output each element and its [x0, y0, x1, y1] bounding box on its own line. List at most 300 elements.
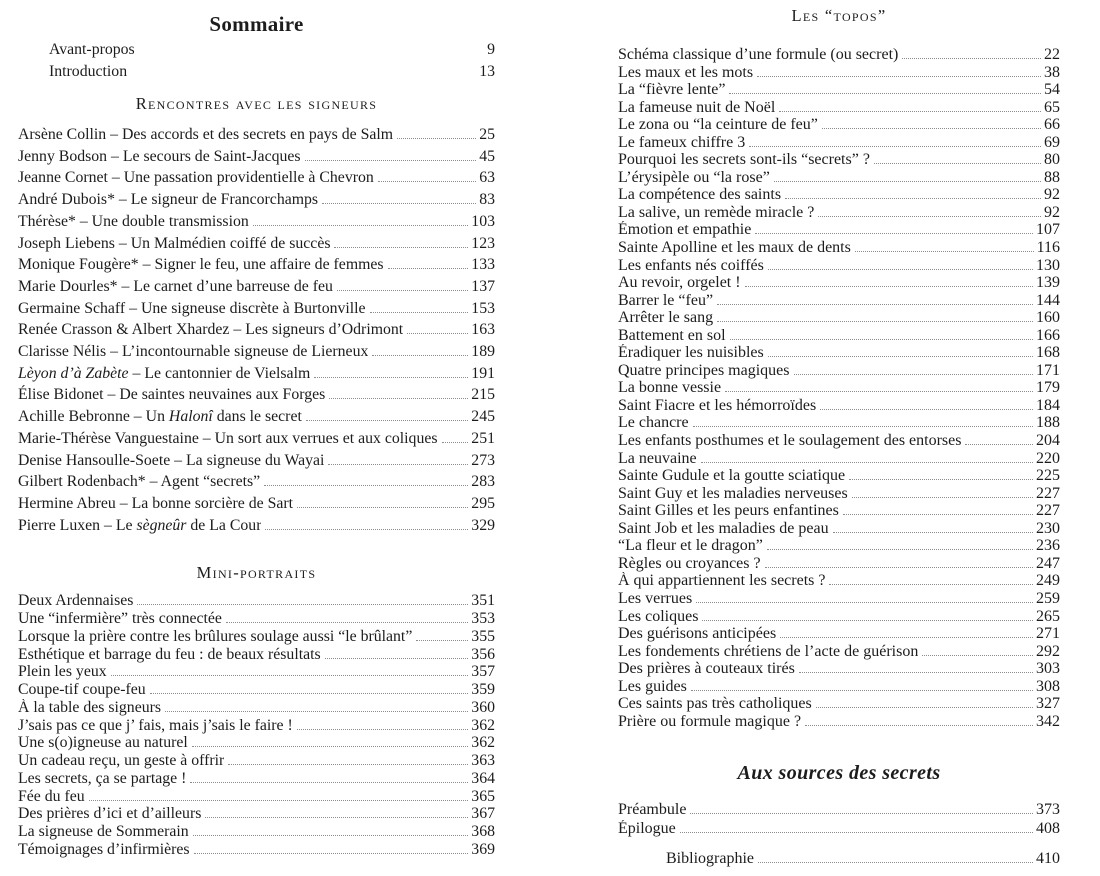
dot-leader	[729, 93, 1041, 94]
dot-leader	[785, 198, 1041, 199]
toc-entry	[18, 592, 495, 610]
toc-entry-label: Saint Fiacre et les hémorroïdes	[618, 396, 817, 414]
dot-leader	[194, 853, 469, 854]
front-matter-list	[18, 39, 495, 83]
toc-entry	[618, 46, 1060, 64]
page-number: 408	[1036, 819, 1060, 837]
dot-leader	[965, 444, 1033, 445]
toc-entry-label: La compétence des saints	[618, 186, 782, 204]
toc-entry-label: Jenny Bodson – Le secours de Saint-Jacques	[18, 147, 301, 165]
page-number: 103	[471, 212, 495, 230]
toc-entry	[618, 572, 1060, 590]
page-number: 292	[1036, 642, 1060, 660]
dot-leader	[829, 584, 1033, 585]
toc-entry	[18, 211, 495, 233]
page-number: 166	[1036, 326, 1060, 344]
toc-entry	[18, 189, 495, 211]
dot-leader	[799, 672, 1033, 673]
page-number: 92	[1044, 203, 1060, 221]
page-number: 373	[1036, 801, 1060, 819]
page-number: 65	[1044, 98, 1060, 116]
dot-leader	[794, 374, 1034, 375]
toc-entry	[618, 327, 1060, 345]
dot-leader	[757, 76, 1041, 77]
toc-entry-label: La “fièvre lente”	[618, 81, 726, 99]
page-number: 359	[471, 681, 495, 699]
toc-entry	[618, 99, 1060, 117]
toc-entry	[618, 239, 1060, 257]
toc-entry-label: Marie Dourles* – Le carnet d’une barreuse de feu	[18, 277, 333, 295]
toc-entry-label: Saint Gilles et les peurs enfantines	[618, 502, 839, 520]
toc-entry	[18, 734, 495, 752]
toc-entry-label: Germaine Schaff – Une signeuse discrète à Burtonville	[18, 299, 366, 317]
dot-leader	[265, 529, 468, 530]
toc-entry	[618, 309, 1060, 327]
toc-entry	[18, 515, 495, 537]
page-number: 38	[1044, 63, 1060, 81]
toc-entry	[618, 695, 1060, 713]
toc-entry-label: Saint Job et les maladies de peau	[618, 519, 829, 537]
page-number: 303	[1036, 660, 1060, 678]
toc-entry-label: Marie-Thérèse Vanguestaine – Un sort aux verrues et aux coliques	[18, 429, 438, 447]
toc-entry-label: Éradiquer les nuisibles	[618, 344, 764, 362]
dot-leader	[818, 216, 1041, 217]
page-number: 308	[1036, 677, 1060, 695]
toc-entry	[618, 801, 1060, 819]
toc-entry-label: Au revoir, orgelet !	[618, 274, 741, 292]
dot-leader	[855, 251, 1034, 252]
page-number: 365	[471, 787, 495, 805]
toc-entry	[18, 681, 495, 699]
dot-leader	[334, 247, 468, 248]
toc-entry	[618, 134, 1060, 152]
page-number: 163	[471, 321, 495, 339]
toc-entry-label: Le chancre	[618, 414, 689, 432]
page-number: 295	[471, 494, 495, 512]
dot-leader	[749, 146, 1041, 147]
dot-leader	[696, 602, 1033, 603]
page-number: 356	[471, 645, 495, 663]
toc-entry	[618, 520, 1060, 538]
toc-entry	[618, 713, 1060, 731]
page-number: 362	[471, 716, 495, 734]
page-number: 168	[1036, 344, 1060, 362]
right-sections	[618, 7, 1060, 868]
page-number: 353	[471, 610, 495, 628]
section-topos	[618, 7, 1060, 730]
section-entries-signeurs	[18, 124, 495, 536]
page-number: 171	[1036, 361, 1060, 379]
toc-entry	[618, 151, 1060, 169]
toc-entry-label: Introduction	[49, 63, 128, 80]
dot-leader	[767, 549, 1033, 550]
toc-entry-label: La salive, un remède miracle ?	[618, 203, 815, 221]
dot-leader	[902, 58, 1041, 59]
dot-leader	[205, 817, 468, 818]
page-number: 369	[471, 840, 495, 858]
page-number: 139	[1036, 274, 1060, 292]
dot-leader	[89, 800, 469, 801]
page-number: 342	[1036, 712, 1060, 730]
toc-entry	[18, 805, 495, 823]
toc-entry-label: Gilbert Rodenbach* – Agent “secrets”	[18, 473, 261, 491]
dot-leader	[805, 725, 1033, 726]
dot-leader	[264, 485, 468, 486]
dot-leader	[690, 813, 1033, 814]
toc-entry-label: Les enfants nés coiffés	[618, 256, 764, 274]
toc-entry-label: Des prières à couteaux tirés	[618, 660, 795, 678]
dot-leader	[111, 675, 469, 676]
toc-entry-label: Les enfants posthumes et le soulagement des entorses	[618, 432, 962, 450]
toc-entry	[618, 537, 1060, 555]
page-number: 273	[471, 451, 495, 469]
toc-entry	[18, 663, 495, 681]
toc-entry	[618, 362, 1060, 380]
page-number: 249	[1036, 572, 1060, 590]
page-number: 227	[1036, 502, 1060, 520]
section-sources	[618, 761, 1060, 868]
section-heading-topos: Les “topos”	[791, 6, 887, 25]
toc-entry-label: Élise Bidonet – De saintes neuvaines aux Forges	[18, 386, 326, 404]
toc-entry	[18, 823, 495, 841]
page-number: 144	[1036, 291, 1060, 309]
toc-entry	[618, 169, 1060, 187]
toc-entry-label: Battement en sol	[618, 326, 726, 344]
toc-entry	[18, 699, 495, 717]
toc-entry-label: Épilogue	[618, 819, 676, 837]
page-number: 92	[1044, 186, 1060, 204]
toc-entry	[18, 770, 495, 788]
page-number: 123	[471, 234, 495, 252]
toc-entry-label: Fée du feu	[18, 787, 85, 805]
toc-entry	[618, 204, 1060, 222]
toc-entry	[618, 502, 1060, 520]
page-number: 364	[471, 769, 495, 787]
dot-leader	[329, 398, 468, 399]
toc-entry	[18, 146, 495, 168]
toc-entry-label: Les secrets, ça se partage !	[18, 769, 187, 787]
toc-entry-label: Pierre Luxen – Le sègneûr de La Cour	[18, 516, 262, 534]
toc-entry-label: Hermine Abreu – La bonne sorcière de Sart	[18, 494, 294, 512]
toc-entry-label: Arrêter le sang	[618, 309, 714, 327]
dot-leader	[328, 464, 468, 465]
dot-leader	[193, 835, 469, 836]
page-number: 188	[1036, 414, 1060, 432]
toc-entry	[618, 379, 1060, 397]
toc-entry	[18, 646, 495, 664]
toc-entry-label: Règles ou croyances ?	[618, 554, 761, 572]
toc-entry	[618, 81, 1060, 99]
dot-leader	[137, 604, 468, 605]
page-number: 251	[471, 429, 495, 447]
page-number: 368	[471, 823, 495, 841]
toc-entry	[618, 397, 1060, 415]
dot-leader	[765, 567, 1033, 568]
dot-leader	[843, 514, 1033, 515]
dot-leader	[693, 426, 1033, 427]
dot-leader	[372, 355, 468, 356]
toc-entry	[18, 363, 495, 385]
dot-leader	[337, 290, 468, 291]
toc-entry	[618, 850, 1060, 868]
dot-leader	[370, 312, 469, 313]
dot-leader	[297, 729, 469, 730]
toc-entry-label: Sainte Gudule et la goutte sciatique	[618, 467, 846, 485]
toc-entry	[618, 555, 1060, 573]
toc-entry-label: Esthétique et barrage du feu : de beaux résultats	[18, 645, 321, 663]
toc-entry-label: Ces saints pas très catholiques	[618, 695, 812, 713]
page-number: 130	[1036, 256, 1060, 274]
toc-entry	[49, 39, 495, 61]
toc-entry-label: Joseph Liebens – Un Malmédien coiffé de succès	[18, 234, 331, 252]
page-number: 13	[479, 63, 495, 80]
page-number: 116	[1036, 239, 1060, 257]
section-heading-mini: Mini-portraits	[196, 563, 317, 583]
toc-entry-label: André Dubois* – Le signeur de Francorchamps	[18, 191, 319, 209]
page-number: 247	[1036, 554, 1060, 572]
toc-entry-label: À la table des signeurs	[18, 698, 162, 716]
toc-entry-label: Thérèse* – Une double transmission	[18, 212, 249, 230]
toc-entry-label: “La fleur et le dragon”	[618, 537, 763, 555]
page-number: 225	[1036, 467, 1060, 485]
toc-entry	[618, 450, 1060, 468]
left-sections	[18, 95, 495, 859]
toc-entry-label: Les fondements chrétiens de l’acte de guérison	[618, 642, 919, 660]
toc-entry-label: La neuvaine	[618, 449, 697, 467]
dot-leader	[768, 356, 1033, 357]
toc-entry-label: Des prières d’ici et d’ailleurs	[18, 805, 202, 823]
toc-entry-label: Barrer le “feu”	[618, 291, 714, 309]
toc-entry	[618, 64, 1060, 82]
toc-entry-label: Monique Fougère* – Signer le feu, une affaire de femmes	[18, 256, 384, 274]
page-number: 227	[1036, 484, 1060, 502]
page-number: 410	[1036, 849, 1060, 867]
toc-entry-label: Plein les yeux	[18, 663, 107, 681]
toc-entry	[618, 678, 1060, 696]
toc-entry-label: Clarisse Nélis – L’incontournable signeuse de Lierneux	[18, 343, 369, 361]
section-entries-topos	[618, 46, 1060, 730]
toc-entry-label: Coupe-tif coupe-feu	[18, 681, 146, 699]
toc-entry	[18, 428, 495, 450]
toc-entry-label: Jeanne Cornet – Une passation providentielle à Chevron	[18, 169, 374, 187]
dot-leader	[780, 637, 1033, 638]
dot-leader	[755, 233, 1033, 234]
page-number: 230	[1036, 519, 1060, 537]
page-number: 66	[1044, 116, 1060, 134]
dot-leader	[852, 497, 1033, 498]
toc-entry-label: Lèyon d’à Zabète – Le cantonnier de Vielsalm	[18, 364, 311, 382]
toc-entry-label: Prière ou formule magique ?	[618, 712, 802, 730]
toc-entry	[618, 116, 1060, 134]
section-entries-mini	[18, 592, 495, 858]
right-column	[618, 0, 1060, 868]
dot-leader	[297, 507, 468, 508]
toc-entry	[618, 344, 1060, 362]
page-number: 54	[1044, 81, 1060, 99]
page-number: 362	[471, 734, 495, 752]
toc-entry	[18, 319, 495, 341]
page-number: 357	[471, 663, 495, 681]
dot-leader	[717, 321, 1033, 322]
dot-leader	[306, 420, 468, 421]
page-number: 355	[471, 627, 495, 645]
toc-entry-label: Émotion et empathie	[618, 221, 752, 239]
dot-leader	[758, 862, 1033, 863]
dot-leader	[416, 640, 468, 641]
toc-entry-label: Avant-propos	[49, 41, 135, 58]
dot-leader	[730, 339, 1033, 340]
toc-entry	[618, 820, 1060, 838]
left-column	[18, 0, 495, 859]
toc-entry-label: Une s(o)igneuse au naturel	[18, 734, 188, 752]
page-number: 107	[1036, 221, 1060, 239]
toc-entry	[618, 221, 1060, 239]
dot-leader	[442, 442, 469, 443]
page-number: 189	[471, 343, 495, 361]
toc-entry-label: Quatre principes magiques	[618, 361, 790, 379]
dot-leader	[165, 711, 468, 712]
toc-entry	[18, 276, 495, 298]
page-number: 22	[1044, 46, 1060, 63]
toc-entry	[18, 788, 495, 806]
toc-entry-label: Les coliques	[618, 607, 699, 625]
page-number: 153	[471, 299, 495, 317]
page-number: 69	[1044, 133, 1060, 151]
toc-entry-label: Bibliographie	[666, 849, 754, 867]
page-number: 351	[471, 592, 495, 610]
toc-entry-label: Les verrues	[618, 589, 693, 607]
dot-leader	[388, 268, 469, 269]
toc-entry	[18, 384, 495, 406]
toc-entry	[618, 432, 1060, 450]
toc-entry-label: Arsène Collin – Des accords et des secrets en pays de Salm	[18, 126, 394, 143]
dot-leader	[407, 333, 468, 334]
toc-entry	[18, 341, 495, 363]
dot-leader	[768, 269, 1033, 270]
toc-entry	[618, 274, 1060, 292]
section-signeurs	[18, 95, 495, 536]
dot-leader	[922, 655, 1033, 656]
toc-entry-label: Le zona ou “la ceinture de feu”	[618, 116, 818, 134]
toc-entry-label: Denise Hansoulle-Soete – La signeuse du Wayai	[18, 451, 325, 469]
toc-entry-label: Le fameux chiffre 3	[618, 133, 746, 151]
toc-entry	[618, 485, 1060, 503]
toc-entry	[618, 186, 1060, 204]
page-number: 9	[487, 41, 495, 58]
toc-entry-label: L’érysipèle ou “la rose”	[618, 168, 770, 186]
toc-entry	[18, 254, 495, 276]
section-mini	[18, 564, 495, 858]
dot-leader	[190, 782, 468, 783]
toc-entry-label: Deux Ardennaises	[18, 592, 134, 610]
dot-leader	[325, 658, 469, 659]
page-number: 191	[471, 364, 495, 382]
toc-entry	[618, 467, 1060, 485]
dot-leader	[314, 377, 468, 378]
dot-leader	[745, 286, 1033, 287]
toc-entry-label: Les guides	[618, 677, 687, 695]
page-number: 204	[1036, 432, 1060, 450]
toc-entry	[18, 717, 495, 735]
page-number: 360	[471, 698, 495, 716]
dot-leader	[820, 409, 1033, 410]
toc-entry	[618, 643, 1060, 661]
dot-leader	[725, 391, 1033, 392]
dot-leader	[680, 832, 1033, 833]
toc-entry	[18, 406, 495, 428]
dot-leader	[816, 707, 1033, 708]
toc-entry	[618, 608, 1060, 626]
dot-leader	[849, 479, 1033, 480]
toc-entry-label: La signeuse de Sommerain	[18, 823, 189, 841]
toc-entry	[18, 450, 495, 472]
page-number: 137	[471, 277, 495, 295]
toc-entry	[18, 471, 495, 493]
toc-entry-label: Témoignages d’infirmières	[18, 840, 190, 858]
toc-entry	[618, 625, 1060, 643]
page-number: 133	[471, 256, 495, 274]
page-number: 83	[479, 191, 495, 209]
toc-entry	[49, 61, 495, 83]
toc-entry-label: À qui appartiennent les secrets ?	[618, 572, 826, 590]
toc-entry-label: Renée Crasson & Albert Xhardez – Les signeurs d’Odrimont	[18, 321, 404, 339]
dot-leader	[253, 225, 469, 226]
section-entries-sources	[618, 801, 1060, 868]
toc-entry	[18, 298, 495, 320]
toc-entry-label: Une “infermière” très connectée	[18, 610, 222, 628]
page-number: 25	[479, 126, 495, 143]
toc-entry	[618, 292, 1060, 310]
dot-leader	[701, 462, 1033, 463]
page-number: 283	[471, 473, 495, 491]
toc-entry-label: Les maux et les mots	[618, 63, 754, 81]
page-number: 184	[1036, 396, 1060, 414]
toc-entry-label: La bonne vessie	[618, 379, 722, 397]
dot-leader	[150, 693, 469, 694]
dot-leader	[702, 620, 1033, 621]
page-number: 63	[479, 169, 495, 187]
page-title: Sommaire	[209, 12, 304, 36]
toc-entry	[18, 752, 495, 770]
dot-leader	[774, 181, 1041, 182]
toc-entry-label: Sainte Apolline et les maux de dents	[618, 239, 851, 257]
toc-entry-label: J’sais pas ce que j’ fais, mais j’sais le faire !	[18, 716, 293, 734]
section-heading-signeurs: Rencontres avec les signeurs	[135, 94, 378, 113]
page-number: 220	[1036, 449, 1060, 467]
toc-entry	[18, 124, 495, 146]
toc-entry	[618, 590, 1060, 608]
dot-leader	[192, 746, 469, 747]
toc-entry-label: Schéma classique d’une formule (ou secret)	[618, 46, 899, 63]
page-number: 259	[1036, 589, 1060, 607]
page-number: 88	[1044, 168, 1060, 186]
dot-leader	[305, 160, 477, 161]
toc-entry	[18, 610, 495, 628]
dot-leader	[779, 111, 1041, 112]
dot-leader	[226, 622, 468, 623]
dot-leader	[833, 532, 1033, 533]
toc-entry-label: Pourquoi les secrets sont-ils “secrets” ?	[618, 151, 870, 169]
page-number: 265	[1036, 607, 1060, 625]
toc-entry	[618, 257, 1060, 275]
section-heading-sources: Aux sources des secrets	[737, 762, 941, 785]
page-number: 329	[471, 516, 495, 534]
dot-leader	[322, 203, 476, 204]
toc-entry	[18, 628, 495, 646]
page-number: 327	[1036, 695, 1060, 713]
dot-leader	[228, 764, 468, 765]
toc-entry-label: Saint Guy et les maladies nerveuses	[618, 484, 848, 502]
